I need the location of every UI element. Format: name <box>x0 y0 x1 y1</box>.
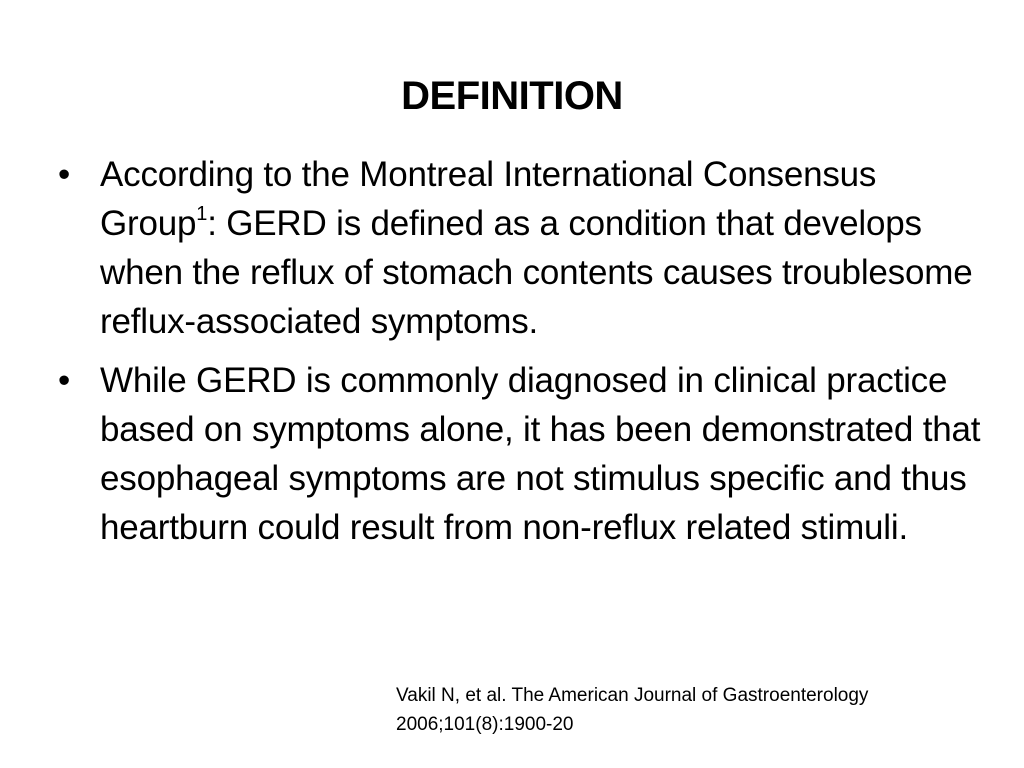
footnote-reference: 1 <box>196 203 208 226</box>
bullet-text-1a: According to the Montreal International Consensus Group <box>100 155 877 243</box>
citation <box>396 681 996 739</box>
bullet-icon: • <box>58 155 71 194</box>
bullet-text-2: While GERD is commonly diagnosed in clinical practice based on symptoms alone, it has been demonstrated that esophageal symptoms are not stimulus specific and thus heartburn could result from non-reflux related stimuli. <box>100 361 981 547</box>
citation-line-1: Vakil N, et al. The American Journal of Gastroenterology <box>396 685 869 706</box>
bullet-item-1 <box>56 150 986 346</box>
bullet-list <box>56 150 986 562</box>
citation-line-2: 2006;101(8):1900-20 <box>396 714 574 735</box>
bullet-text-1b: : GERD is defined as a condition that develops when the reflux of stomach contents causes troublesome reflux-associated symptoms. <box>100 204 973 341</box>
bullet-item-2 <box>56 356 986 552</box>
slide-title: DEFINITION <box>401 74 623 118</box>
bullet-icon: • <box>58 361 71 400</box>
